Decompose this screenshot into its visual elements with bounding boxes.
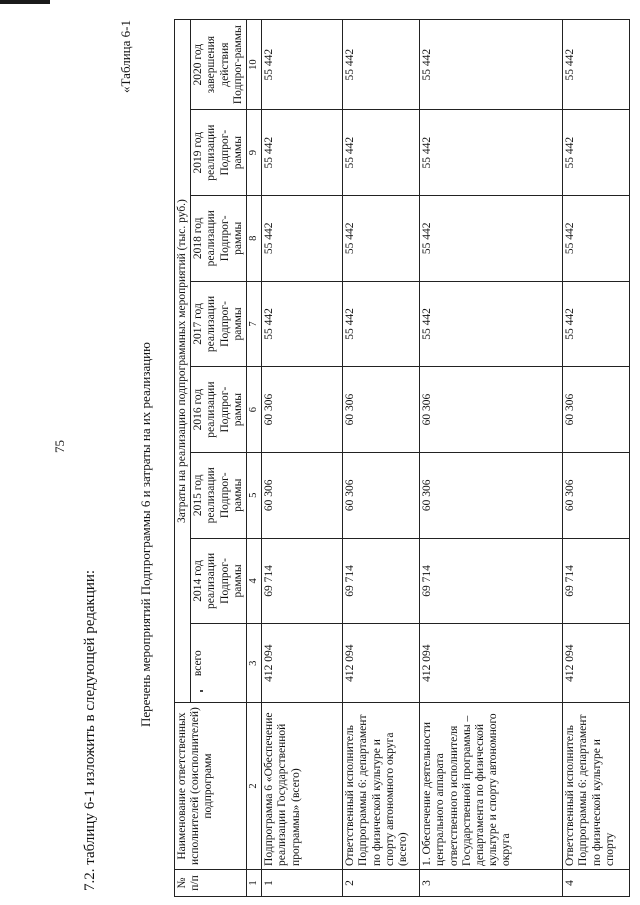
cell-value: 55 442 (420, 195, 563, 281)
cell-value: 55 442 (563, 20, 630, 110)
row-num: 3 (420, 869, 563, 896)
header-year: 2018 год реализации Подпрог-раммы (191, 195, 247, 281)
cell-value: 55 442 (420, 20, 563, 110)
header-costs-group: Затраты на реализацию подпрограммных мероприятий (тыс. руб.) (175, 20, 191, 703)
cell-total: 412 094 (563, 624, 630, 703)
instruction-text: 7.2. таблицу 6-1 изложить в следующей редакции: (82, 569, 98, 891)
cell-value: 55 442 (343, 281, 420, 367)
cell-value: 55 442 (563, 195, 630, 281)
row-num: 4 (563, 869, 630, 896)
cell-value: 60 306 (420, 452, 563, 538)
column-number: 9 (247, 110, 262, 196)
cell-value: 60 306 (343, 452, 420, 538)
column-number-row (247, 20, 262, 897)
column-number: 8 (247, 195, 262, 281)
table-caption: Перечень мероприятий Подпрограммы 6 и затраты на их реализацию (138, 342, 153, 727)
cell-value: 55 442 (262, 281, 343, 367)
cell-value: 60 306 (262, 452, 343, 538)
cell-value: 60 306 (420, 367, 563, 453)
cell-value: 55 442 (343, 20, 420, 110)
column-number: 10 (247, 20, 262, 110)
header-year: 2014 год реализации Подпрог-раммы (191, 538, 247, 624)
cell-total: 412 094 (262, 624, 343, 703)
cell-value: 60 306 (343, 367, 420, 453)
header-year: 2019 год реализации Подпрог-раммы (191, 110, 247, 196)
table-row (420, 20, 563, 897)
cell-value: 55 442 (262, 195, 343, 281)
cell-value: 55 442 (343, 195, 420, 281)
table-row (262, 20, 343, 897)
row-name: 1. Обеспечение деятельности центрального аппарата ответственного исполнителя Государственной программы – департамента по физической культуре и спорту автономного округа (420, 703, 563, 870)
table-label: «Таблица 6-1 (118, 20, 133, 93)
header-name: Наименование ответственных исполнителей (соисполнителей) подпрограмм (175, 703, 247, 870)
cell-value: 60 306 (262, 367, 343, 453)
column-number: 6 (247, 367, 262, 453)
header-year: 2016 год реализации Подпрог-раммы (191, 367, 247, 453)
cell-value: 55 442 (343, 110, 420, 196)
cell-value: 69 714 (262, 538, 343, 624)
page-number: 75 (52, 440, 67, 453)
table-row (563, 20, 630, 897)
table-row (343, 20, 420, 897)
cell-value: 69 714 (563, 538, 630, 624)
header-year: 2015 год реализации Подпрог-раммы (191, 452, 247, 538)
cell-total: 412 094 (420, 624, 563, 703)
row-num: 2 (343, 869, 420, 896)
column-number: 7 (247, 281, 262, 367)
column-number: 3 (247, 624, 262, 703)
row-name: Ответственный исполнитель Подпрограммы 6: департамент по физической культуре и спорту автономного округа (всего) (343, 703, 420, 870)
cell-value: 55 442 (420, 281, 563, 367)
cell-value: 60 306 (563, 367, 630, 453)
row-name: Ответственный исполнитель Подпрограммы 6: департамент по физической культуре и спорту (563, 703, 630, 870)
cell-value: 55 442 (563, 110, 630, 196)
cell-value: 60 306 (563, 452, 630, 538)
column-number: 1 (247, 869, 262, 896)
column-number: 2 (247, 703, 262, 870)
header-total: всего (191, 624, 247, 703)
header-year: 2020 год завершения действия Подпрог-раммы (191, 20, 247, 110)
column-number: 4 (247, 538, 262, 624)
cell-value: 55 442 (563, 281, 630, 367)
cell-total: 412 094 (343, 624, 420, 703)
cell-value: 55 442 (262, 20, 343, 110)
cell-value: 55 442 (420, 110, 563, 196)
cell-value: 69 714 (420, 538, 563, 624)
measures-table (174, 19, 630, 897)
cell-value: 55 442 (262, 110, 343, 196)
row-num: 1 (262, 869, 343, 896)
header-num: № п/п (175, 869, 247, 896)
cell-value: 69 714 (343, 538, 420, 624)
row-name: Подпрограмма 6 «Обеспечение реализации Государственной программы» (всего) (262, 703, 343, 870)
column-number: 5 (247, 452, 262, 538)
header-year: 2017 год реализации Подпрог-раммы (191, 281, 247, 367)
